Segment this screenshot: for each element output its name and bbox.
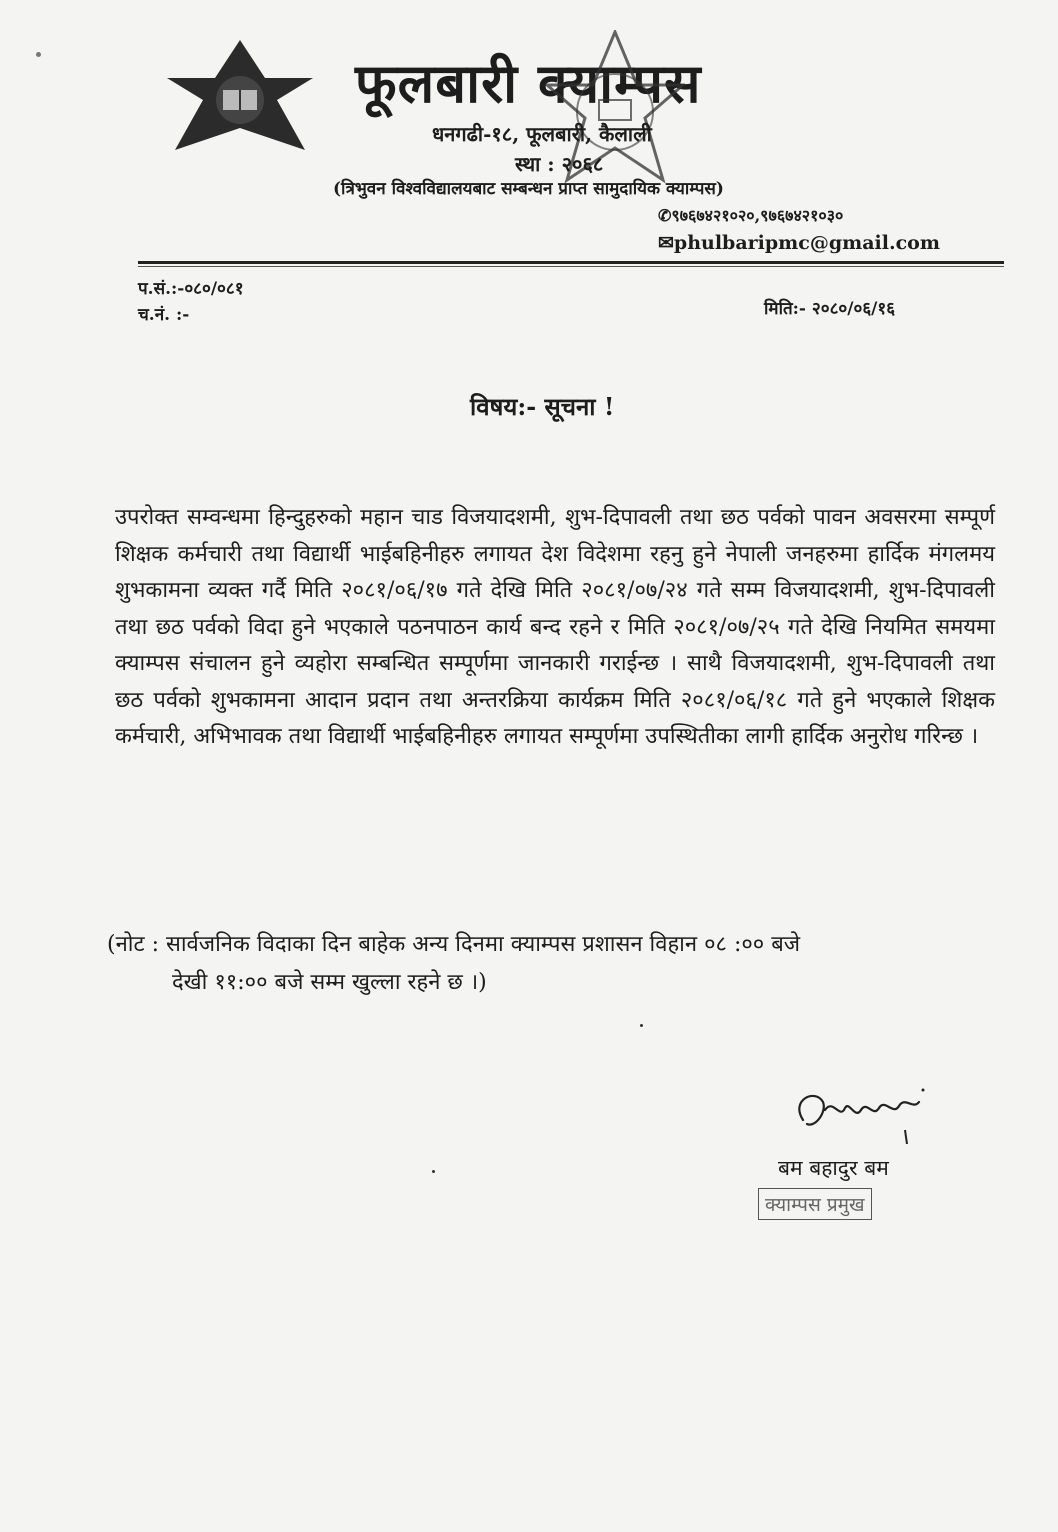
header-divider-thin xyxy=(138,266,1004,267)
speck xyxy=(36,52,41,57)
speck xyxy=(432,1170,435,1173)
campus-address: धनगढी-१८, फूलबारी, कैलाली xyxy=(432,122,652,146)
signature-icon xyxy=(785,1080,935,1150)
campus-name: फूलबारी क्याम्पस xyxy=(355,51,702,115)
dispatch-number: च.नं. :- xyxy=(138,305,190,325)
header-divider xyxy=(138,261,1004,264)
phone-numbers: ९७६७४२१०२०,९७६७४२१०३० xyxy=(671,206,844,225)
email-line xyxy=(658,232,940,254)
note-line-1: (नोट : सार्वजनिक विदाका दिन बाहेक अन्य दिनमा क्याम्पस प्रशासन विहान ०८ :०० बजे xyxy=(107,932,801,957)
phone-line xyxy=(658,204,843,226)
email-address[interactable]: phulbaripmc@gmail.com xyxy=(673,232,940,254)
phone-icon: ✆ xyxy=(658,206,672,225)
signer-name: बम बहादुर बम xyxy=(778,1156,889,1180)
established-year: स्था : २०६८ xyxy=(515,152,604,176)
letter-date: मिति:- २०८०/०६/१६ xyxy=(764,299,896,319)
subject-heading: विषय:- सूचना ! xyxy=(470,392,615,421)
notice-body: उपरोक्त सम्वन्धमा हिन्दुहरुको महान चाड विजयादशमी, शुभ-दिपावली तथा छठ पर्वको पावन अवसरमा सम्पूर्ण शिक्षक कर्मचारी तथा विद्यार्थी भाईबहिनीहरु लगायत देश विदेशमा रहनु हुने नेपाली जनहरुमा हार्दिक मंगलमय शुभकामना व्यक्त गर्दै मिति २०८१/०६/१७ गते देखि मिति २०८१/०७/२४ गते सम्म विजयादशमी, शुभ-दिपावली तथा छठ पर्वको विदा हुने भएकाले पठनपाठन कार्य बन्द रहने र मिति २०८१/०७/२५ गते देखि नियमित समयमा क्याम्पस संचालन हुने व्यहोरा सम्बन्धित सम्पूर्णमा जानकारी गराईन्छ । साथै विजयादशमी, शुभ-दिपावली तथा छठ पर्वको शुभकामना आदान प्रदान तथा अन्तरक्रिया कार्यक्रम मिति २०८१/०६/१८ गते हुने भएकाले शिक्षक कर्मचारी, अभिभावक तथा विद्यार्थी भाईबहिनीहरु लगायत सम्पूर्णमा उपस्थितीका लागी हार्दिक अनुरोध गरिन्छ । xyxy=(115,505,995,749)
envelope-icon: ✉ xyxy=(658,232,674,254)
signer-title-stamp: क्याम्पस प्रमुख xyxy=(758,1188,872,1220)
affiliation-line: (त्रिभुवन विश्वविद्यालयबाट सम्बन्धन प्राप्त सामुदायिक क्याम्पस) xyxy=(333,179,724,199)
speck xyxy=(640,1024,643,1027)
reference-number: प.सं.:-०८०/०८१ xyxy=(138,279,244,299)
campus-logo-icon xyxy=(165,38,315,158)
note-line-2: देखी ११:०० बजे सम्म खुल्ला रहने छ ।) xyxy=(172,970,487,995)
